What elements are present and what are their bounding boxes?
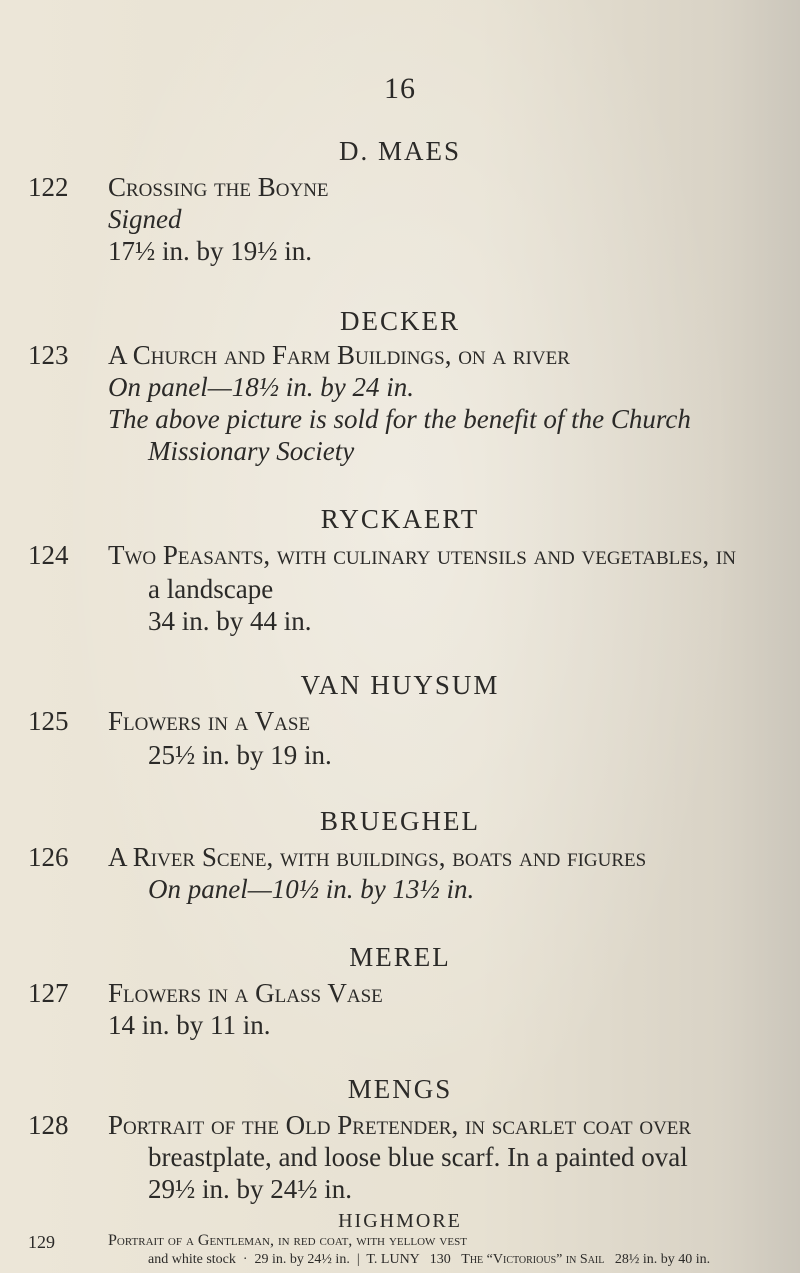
artist-heading: DECKER	[340, 306, 460, 336]
lot-number: 122	[28, 172, 69, 202]
lot-number: 130	[429, 1252, 451, 1267]
lot-dimensions: 29 in. by 24½ in.	[254, 1252, 350, 1267]
lot-number: 127	[28, 978, 69, 1008]
lot-note: Signed	[108, 204, 182, 234]
lot-description-text: and white stock	[148, 1252, 236, 1267]
lot-description: breastplate, and loose blue scarf. In a painted oval	[148, 1142, 688, 1172]
lot-dimensions: 29½ in. by 24½ in.	[148, 1174, 353, 1204]
artist-heading: D. MAES	[338, 136, 461, 166]
lot-title: A River Scene, with buildings, boats and figures	[108, 842, 647, 872]
lot-number: 126	[28, 842, 69, 872]
lot-title: A Church and Farm Buildings, on a river	[108, 340, 570, 370]
lot-title: Flowers in a Glass Vase	[108, 978, 383, 1008]
lot-title: Crossing the Boyne	[108, 172, 329, 202]
lot-title	[108, 540, 780, 571]
artist-heading: VAN HUYSUM	[300, 670, 500, 700]
lot-description: and white stock · 29 in. by 24½ in. | T. LUNY 130 The “Victorious” in Sail 28½ in. by 40 in.	[148, 1252, 711, 1267]
lot-description: a landscape	[148, 574, 274, 604]
lot-note: The above picture is sold for the benefit of the Church	[108, 404, 691, 434]
artist-heading: HIGHMORE	[338, 1210, 462, 1232]
lot-dimensions: 34 in. by 44 in.	[148, 606, 312, 636]
artist-heading: BRUEGHEL	[320, 806, 480, 836]
page-number: 16	[384, 72, 416, 105]
lot-number: 125	[28, 706, 69, 736]
lot-title: Portrait of a Gentleman, in red coat, with yellow vest	[108, 1232, 467, 1249]
lot-dimensions: On panel—18½ in. by 24 in.	[108, 372, 414, 402]
artist-heading: T. LUNY	[366, 1252, 420, 1267]
lot-title: Portrait of the Old Pretender, in scarlet coat over	[108, 1110, 692, 1140]
lot-dimensions: 14 in. by 11 in.	[108, 1010, 271, 1040]
lot-dimensions: 25½ in. by 19 in.	[148, 740, 332, 770]
lot-dimensions: On panel—10½ in. by 13½ in.	[148, 874, 475, 904]
lot-number: 128	[28, 1110, 69, 1140]
lot-note: Missionary Society	[148, 436, 355, 466]
artist-heading: MENGS	[347, 1074, 453, 1104]
lot-dimensions: 28½ in. by 40 in.	[614, 1252, 711, 1267]
artist-heading: RYCKAERT	[320, 504, 480, 534]
lot-title-text: Two Peasants, with culinary utensils and vegetables, in	[108, 540, 736, 570]
artist-heading: MEREL	[349, 942, 451, 972]
lot-number: 129	[28, 1232, 55, 1252]
lot-title: The “Victorious” in Sail	[461, 1252, 605, 1267]
lot-number: 123	[28, 340, 69, 370]
lot-number: 124	[28, 540, 69, 570]
lot-dimensions: 17½ in. by 19½ in.	[108, 236, 313, 266]
lot-title: Flowers in a Vase	[108, 706, 311, 736]
